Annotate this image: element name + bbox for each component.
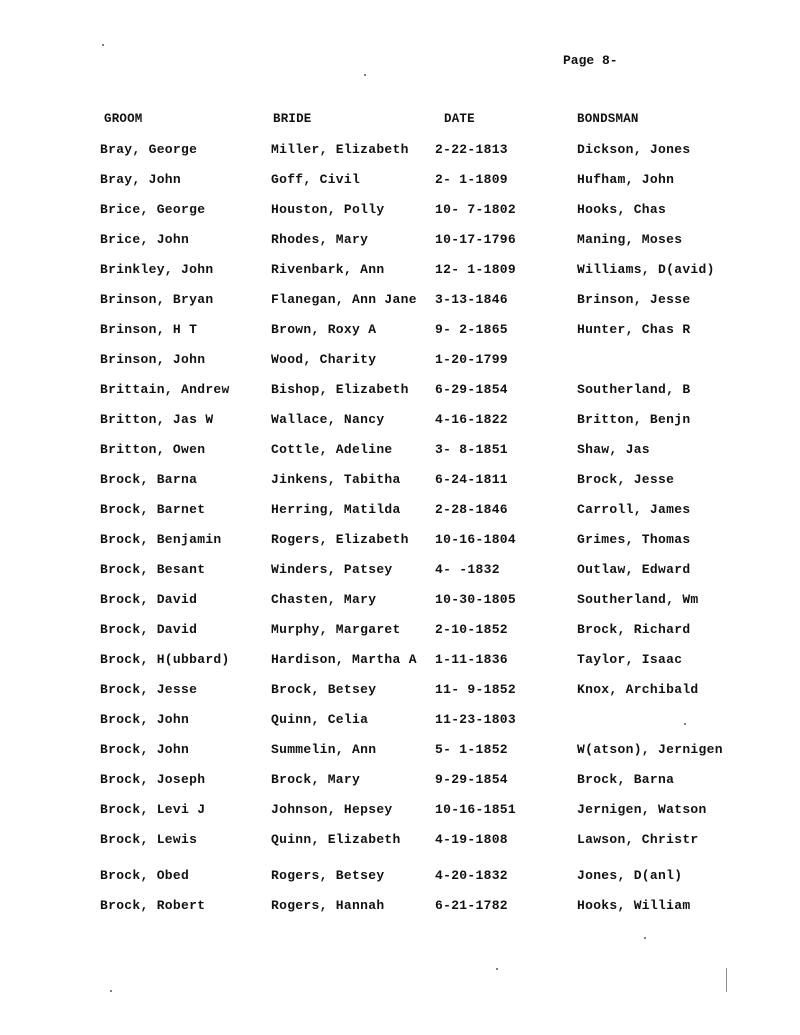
record-row	[0, 382, 800, 402]
bride-name: Rhodes, Mary	[271, 232, 369, 247]
record-row	[0, 292, 800, 312]
bride-name: Chasten, Mary	[271, 592, 377, 607]
record-row	[0, 412, 800, 432]
scan-speck	[496, 968, 498, 970]
record-row	[0, 532, 800, 552]
bondsman-name: Southerland, B	[577, 382, 691, 397]
marriage-date: 10- 7-1802	[435, 202, 517, 217]
bride-name: Goff, Civil	[271, 172, 361, 187]
marriage-date: 1-11-1836	[435, 652, 508, 667]
marriage-date: 10-16-1851	[435, 802, 517, 817]
groom-name: Brock, Levi J	[100, 802, 206, 817]
bride-name: Bishop, Elizabeth	[271, 382, 409, 397]
marriage-date: 4- -1832	[435, 562, 500, 577]
bondsman-name: Britton, Benjn	[577, 412, 691, 427]
bondsman-name: Williams, D(avid)	[577, 262, 715, 277]
bride-name: Quinn, Elizabeth	[271, 832, 401, 847]
record-row	[0, 592, 800, 612]
groom-name: Brock, Benjamin	[100, 532, 222, 547]
bride-name: Johnson, Hepsey	[271, 802, 393, 817]
marriage-date: 3-13-1846	[435, 292, 508, 307]
bondsman-name: Hooks, William	[577, 898, 691, 913]
marriage-date: 12- 1-1809	[435, 262, 517, 277]
marriage-date: 9-29-1854	[435, 772, 508, 787]
groom-name: Brock, H(ubbard)	[100, 652, 230, 667]
bondsman-name: Shaw, Jas	[577, 442, 650, 457]
bride-name: Hardison, Martha A	[271, 652, 417, 667]
bride-name: Winders, Patsey	[271, 562, 393, 577]
record-row	[0, 232, 800, 252]
record-row	[0, 868, 800, 888]
groom-name: Brock, Barnet	[100, 502, 206, 517]
marriage-date: 2- 1-1809	[435, 172, 508, 187]
groom-name: Brinson, John	[100, 352, 206, 367]
page-number: Page 8-	[563, 53, 618, 68]
record-row	[0, 682, 800, 702]
groom-name: Brice, John	[100, 232, 190, 247]
groom-name: Bray, George	[100, 142, 198, 157]
groom-name: Brittain, Andrew	[100, 382, 230, 397]
groom-name: Brock, Besant	[100, 562, 206, 577]
header-groom: GROOM	[104, 112, 143, 126]
header-bride: BRIDE	[273, 112, 312, 126]
bondsman-name: Southerland, Wm	[577, 592, 699, 607]
marriage-date: 2-22-1813	[435, 142, 508, 157]
record-row	[0, 472, 800, 492]
record-row	[0, 802, 800, 822]
marriage-date: 3- 8-1851	[435, 442, 508, 457]
bondsman-name: Brinson, Jesse	[577, 292, 691, 307]
record-row	[0, 502, 800, 522]
record-row	[0, 442, 800, 462]
bondsman-name: Hooks, Chas	[577, 202, 667, 217]
scan-speck	[644, 937, 646, 939]
header-date: DATE	[444, 112, 475, 126]
record-row	[0, 352, 800, 372]
record-row	[0, 712, 800, 732]
bride-name: Rivenbark, Ann	[271, 262, 385, 277]
marriage-date: 10-17-1796	[435, 232, 517, 247]
groom-name: Brice, George	[100, 202, 206, 217]
bride-name: Houston, Polly	[271, 202, 385, 217]
record-row	[0, 652, 800, 672]
bride-name: Rogers, Betsey	[271, 868, 385, 883]
record-row	[0, 832, 800, 852]
record-row	[0, 172, 800, 192]
groom-name: Brock, David	[100, 592, 198, 607]
bride-name: Miller, Elizabeth	[271, 142, 409, 157]
scan-speck	[110, 990, 112, 992]
marriage-date: 5- 1-1852	[435, 742, 508, 757]
bondsman-name: Hunter, Chas R	[577, 322, 691, 337]
groom-name: Brinkley, John	[100, 262, 214, 277]
scan-speck	[364, 74, 366, 76]
bondsman-name: Jernigen, Watson	[577, 802, 707, 817]
marriage-date: 10-16-1804	[435, 532, 517, 547]
record-row	[0, 622, 800, 642]
bride-name: Cottle, Adeline	[271, 442, 393, 457]
bride-name: Quinn, Celia	[271, 712, 369, 727]
bondsman-name: Knox, Archibald	[577, 682, 699, 697]
record-row	[0, 262, 800, 282]
bride-name: Herring, Matilda	[271, 502, 401, 517]
marriage-date: 6-21-1782	[435, 898, 508, 913]
bride-name: Brock, Betsey	[271, 682, 377, 697]
groom-name: Brock, John	[100, 742, 190, 757]
bondsman-name: Hufham, John	[577, 172, 675, 187]
bondsman-name: Maning, Moses	[577, 232, 683, 247]
scan-edge-mark	[726, 968, 727, 992]
bride-name: Brock, Mary	[271, 772, 361, 787]
marriage-date: 2-28-1846	[435, 502, 508, 517]
groom-name: Brock, John	[100, 712, 190, 727]
marriage-date: 9- 2-1865	[435, 322, 508, 337]
bondsman-name: Brock, Barna	[577, 772, 675, 787]
bride-name: Wallace, Nancy	[271, 412, 385, 427]
bride-name: Rogers, Hannah	[271, 898, 385, 913]
bride-name: Murphy, Margaret	[271, 622, 401, 637]
marriage-date: 2-10-1852	[435, 622, 508, 637]
groom-name: Brock, Jesse	[100, 682, 198, 697]
bride-name: Flanegan, Ann Jane	[271, 292, 417, 307]
marriage-date: 6-24-1811	[435, 472, 508, 487]
marriage-date: 4-19-1808	[435, 832, 508, 847]
header-bondsman: BONDSMAN	[577, 112, 639, 126]
record-row	[0, 322, 800, 342]
marriage-date: 10-30-1805	[435, 592, 517, 607]
bondsman-name: Carroll, James	[577, 502, 691, 517]
groom-name: Britton, Owen	[100, 442, 206, 457]
groom-name: Bray, John	[100, 172, 182, 187]
marriage-date: 11- 9-1852	[435, 682, 517, 697]
bride-name: Jinkens, Tabitha	[271, 472, 401, 487]
groom-name: Brock, Lewis	[100, 832, 198, 847]
bondsman-name: Brock, Richard	[577, 622, 691, 637]
record-row	[0, 898, 800, 918]
bondsman-name: Lawson, Christr	[577, 832, 699, 847]
bondsman-name: Jones, D(anl)	[577, 868, 683, 883]
groom-name: Brinson, Bryan	[100, 292, 214, 307]
bondsman-name: Brock, Jesse	[577, 472, 675, 487]
groom-name: Brock, David	[100, 622, 198, 637]
groom-name: Britton, Jas W	[100, 412, 214, 427]
record-row	[0, 562, 800, 582]
groom-name: Brock, Obed	[100, 868, 190, 883]
bondsman-name: W(atson), Jernigen	[577, 742, 723, 757]
scan-speck	[684, 723, 686, 725]
marriage-date: 4-20-1832	[435, 868, 508, 883]
groom-name: Brock, Robert	[100, 898, 206, 913]
record-row	[0, 742, 800, 762]
bondsman-name: Grimes, Thomas	[577, 532, 691, 547]
bondsman-name: Outlaw, Edward	[577, 562, 691, 577]
record-row	[0, 202, 800, 222]
record-row	[0, 772, 800, 792]
groom-name: Brinson, H T	[100, 322, 198, 337]
bride-name: Summelin, Ann	[271, 742, 377, 757]
bride-name: Wood, Charity	[271, 352, 377, 367]
marriage-date: 11-23-1803	[435, 712, 517, 727]
bondsman-name: Dickson, Jones	[577, 142, 691, 157]
groom-name: Brock, Barna	[100, 472, 198, 487]
bride-name: Brown, Roxy A	[271, 322, 377, 337]
bondsman-name: Taylor, Isaac	[577, 652, 683, 667]
marriage-date: 6-29-1854	[435, 382, 508, 397]
marriage-date: 1-20-1799	[435, 352, 508, 367]
marriage-date: 4-16-1822	[435, 412, 508, 427]
record-row	[0, 142, 800, 162]
groom-name: Brock, Joseph	[100, 772, 206, 787]
scan-speck	[102, 44, 104, 46]
bride-name: Rogers, Elizabeth	[271, 532, 409, 547]
